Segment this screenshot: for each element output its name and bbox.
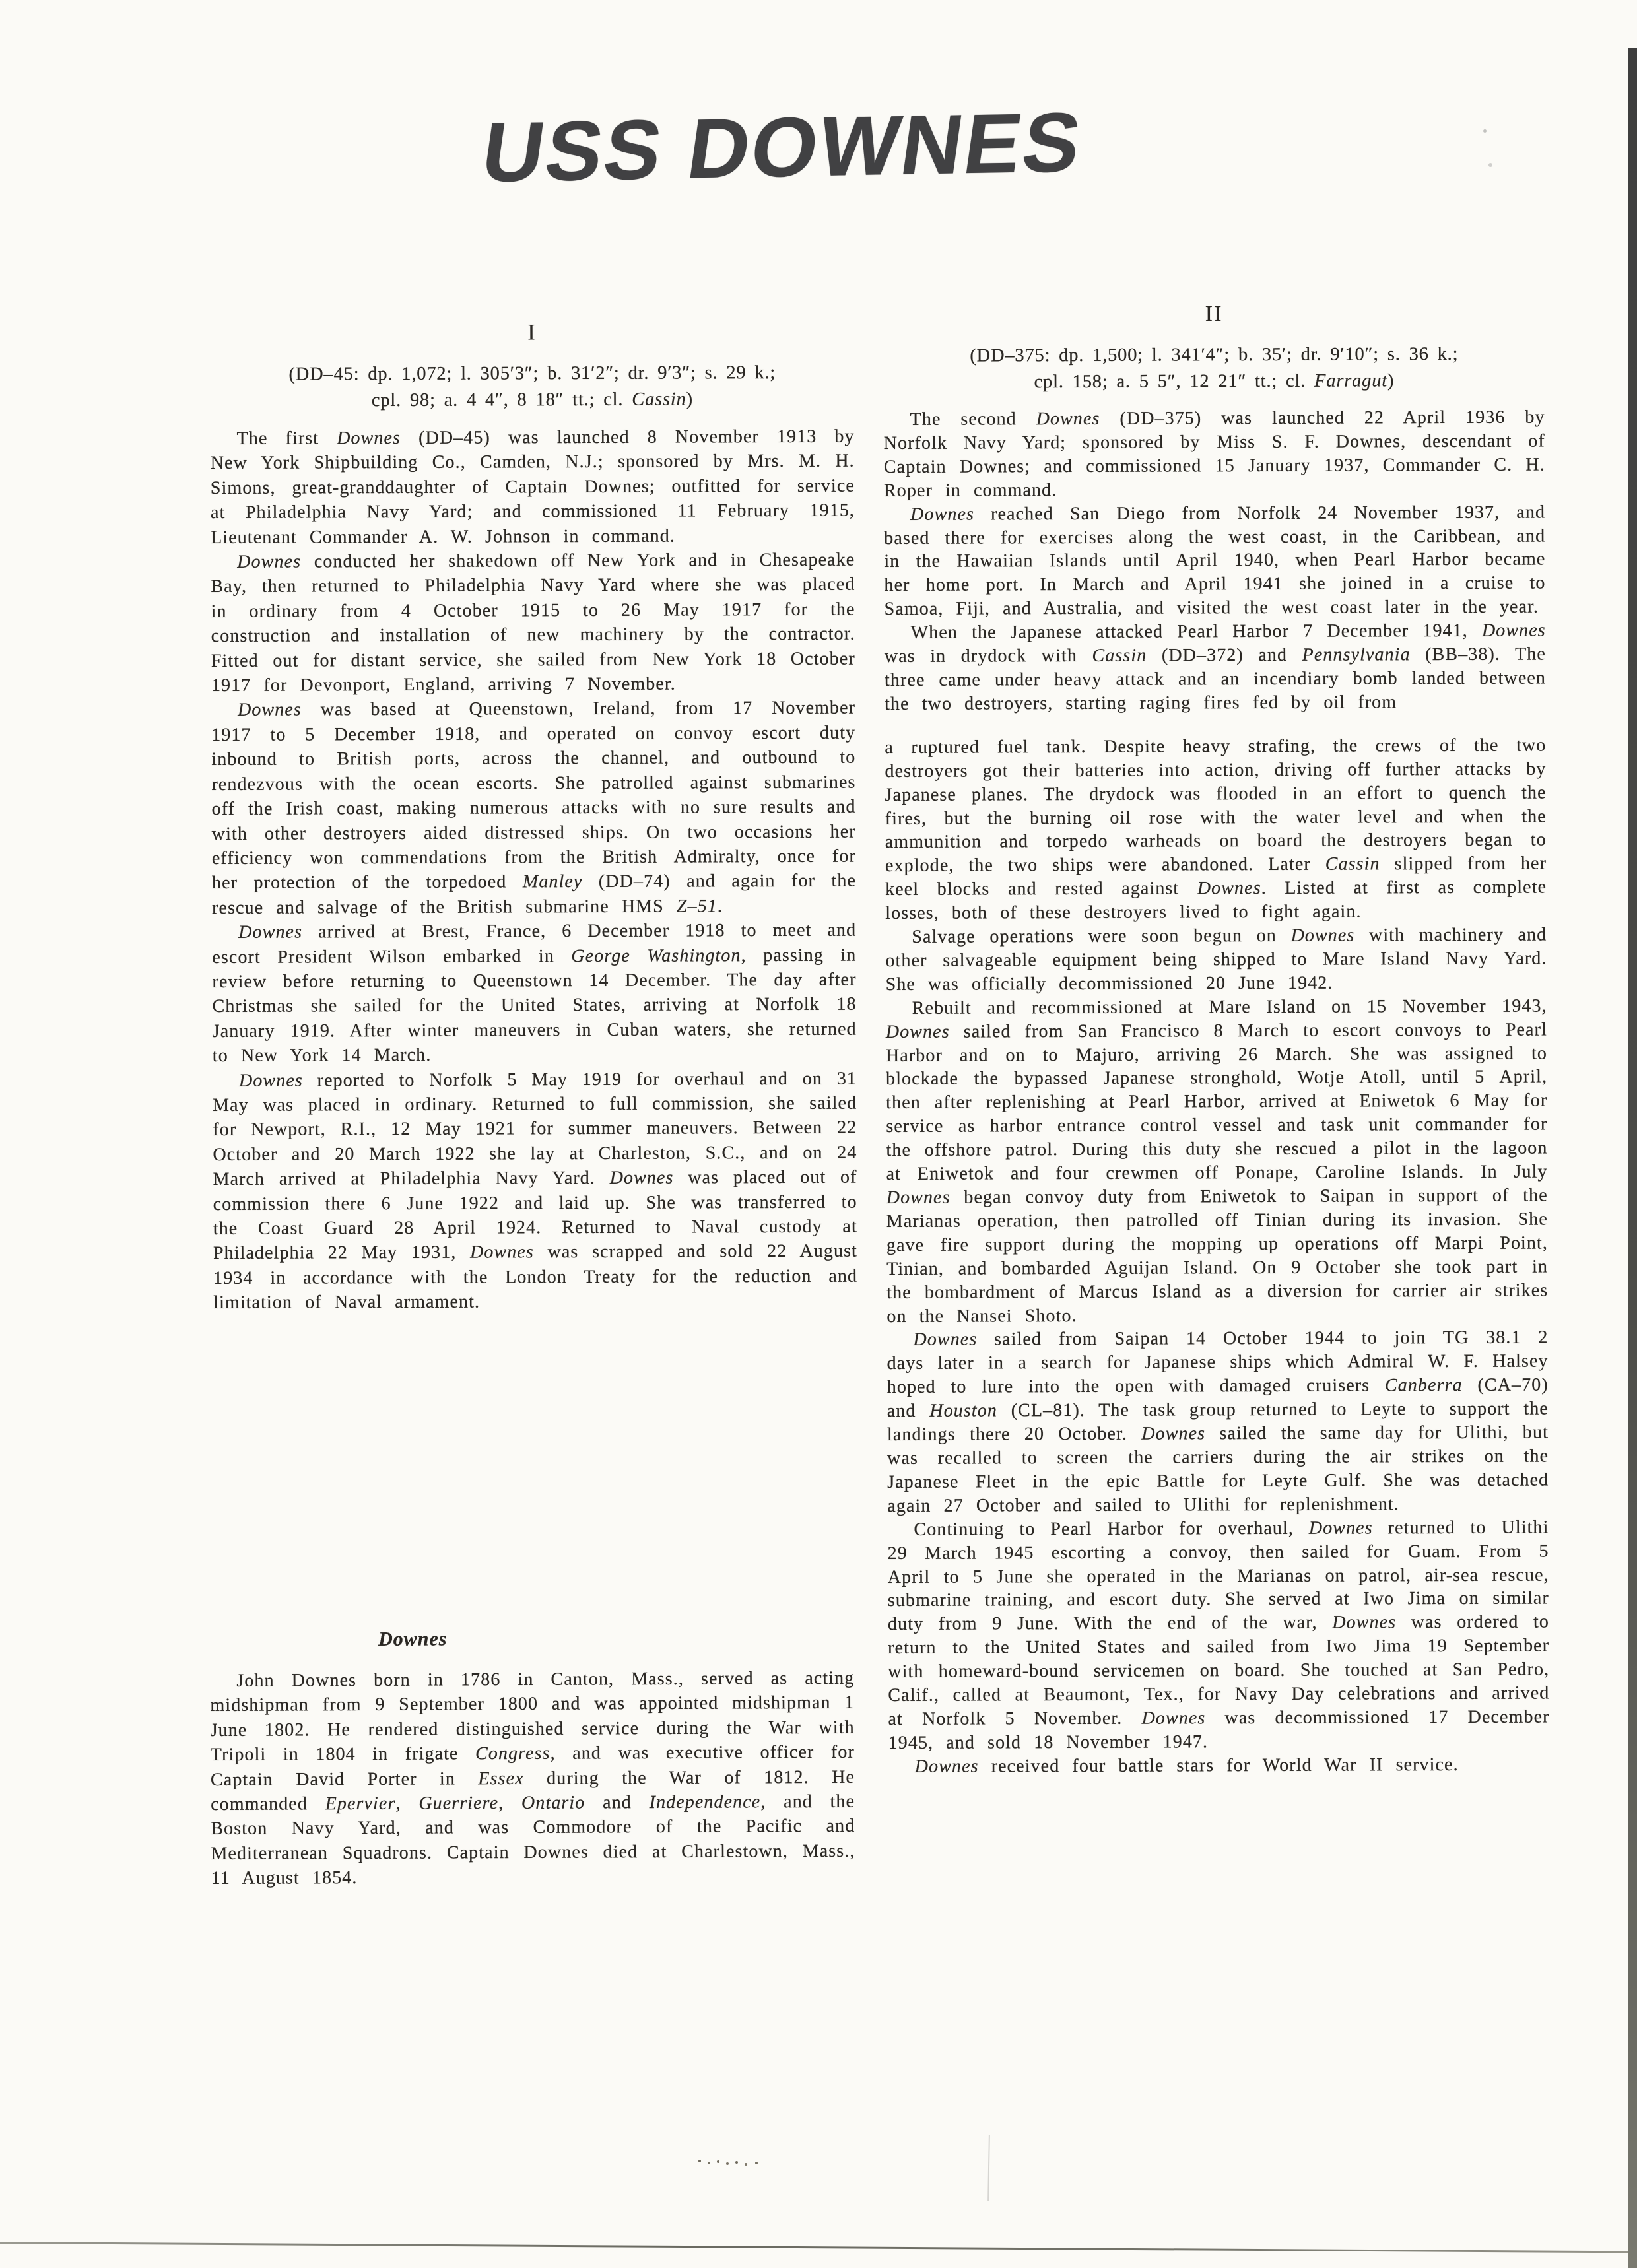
biography-heading: Downes: [378, 1628, 448, 1650]
spec-line-1: (DD–375: dp. 1,500; l. 341′4″; b. 35′; dr. 9′10″; s. 36 k.;: [970, 343, 1459, 366]
section-numeral-one: I: [527, 320, 537, 345]
paragraph: The first Downes (DD–45) was launched 8 November 1913 by New York Shipbuilding Co., Camden, N.J.; sponsored by Mrs. M. H. Simons, great-granddaughter of Captain Downes; outfitted for service at Philadelphia Navy Yard; and commissioned 11 February 1915, Lieutenant Commander A. W. Johnson in command.: [210, 426, 855, 548]
spec-line-2: cpl. 158; a. 5 5″, 12 21″ tt.; cl. Farragut): [1034, 370, 1395, 393]
right-column: [883, 300, 1550, 1779]
paragraph: Rebuilt and recommissioned at Mare Island on 15 November 1943, Downes sailed from San Francisco 8 March to escort convoys to Pearl Harbor and on to Majuro, arriving 26 March. She was assigned to blockade the bypassed Japanese stronghold, Wotje Atoll, until 5 April, then after replenishing at Pearl Harbor, arrived at Eniwetok 6 May for service as harbor entrance control vessel and task unit commander for the offshore patrol. During this duty she rescued a pilot in the lagoon at Eniwetok and four crewmen off Ponape, Caroline Islands. In July Downes began convoy duty from Eniwetok to Saipan in support of the Marianas operation, then patrolled off Tinian during its invasion. She gave fire support during the mopping up operations off Marpi Point, Tinian, and bombarded Aguijan Island. On 9 October she took part in the bombardment of Marcus Island as a diversion for carrier air strikes on the Nansei Shoto.: [885, 995, 1549, 1327]
ship-spec-block-dd375: [883, 341, 1545, 396]
paragraph: Downes reached San Diego from Norfolk 24 November 1937, and based there for exercises along the west coast, in the Caribbean, and in the Hawaiian Islands until April 1940, when Pearl Harbor became her home port. In March and April 1941 she joined in a cruise to Samoa, Fiji, and Australia, and visited the west coast later in the year.: [884, 502, 1546, 620]
biography-section: [210, 1626, 855, 1891]
paragraph: Salvage operations were soon begun on Downes with machinery and other salvageable equipment being shipped to Mare Island Navy Yard. She was officially decommissioned 20 June 1942.: [885, 924, 1547, 995]
left-column: [210, 319, 857, 1316]
paper-speck: [1488, 163, 1492, 167]
scanner-edge-band: [1628, 48, 1637, 2268]
scan-line-artifact: [0, 2242, 1637, 2253]
paragraph: When the Japanese attacked Pearl Harbor 7 December 1941, Downes was in drydock with Cassin (DD–372) and Pennsylvania (BB–38). The three came under heavy attack and an incendiary bomb landed between the two destroyers, starting raging fires fed by oil from: [884, 620, 1547, 714]
spec-line-1: (DD–45: dp. 1,072; l. 305′3″; b. 31′2″; dr. 9′3″; s. 29 k.;: [288, 362, 776, 385]
paragraph: Downes was based at Queenstown, Ireland, from 17 November 1917 to 5 December 1918, and operated on convoy escort duty inbound to British ports, across the channel, and outbound to rendezvous with the ocean escorts. She patrolled against submarines off the Irish coast, making numerous attacks with no sure results and with other destroyers aided distressed ships. On two occasions her efficiency won commendations from the British Admiralty, once for her protection of the torpedoed Manley (DD–74) and again for the rescue and salvage of the British submarine HMS Z–51.: [211, 698, 857, 918]
left-column-paragraphs: [211, 424, 858, 1316]
scan-hairline-artifact: [987, 2135, 990, 2201]
paragraph: Downes sailed from Saipan 14 October 1944 to join TG 38.1 2 days later in a search for Japanese ships which Admiral W. F. Halsey hoped to lure into the open with damaged cruisers Canberra (CA–70) and Houston (CL–81). The task group returned to Leyte to support the landings there 20 October. Downes sailed the same day for Ulithi, but was recalled to screen the carriers during the air strikes on the Japanese Fleet in the epic Battle for Leyte Gulf. She was detached again 27 October and sailed to Ulithi for replenishment.: [886, 1327, 1549, 1516]
paragraph: Downes arrived at Brest, France, 6 December 1918 to meet and escort President Wilson embarked in George Washington, passing in review before returning to Queenstown 14 December. The day after Christmas she sailed for the United States, arriving at Norfolk 18 January 1919. After winter maneuvers in Cuban waters, she returned to New York 14 March.: [212, 919, 857, 1067]
ship-spec-block-dd45: [210, 360, 854, 415]
page-title: USS DOWNES: [476, 95, 1088, 200]
paragraph-continuation: a ruptured fuel tank. Despite heavy strafing, the crews of the two destroyers got their batteries into action, driving off further attacks by Japanese planes. The drydock was flooded in an effort to quench the fires, but the burning oil rose with the water level and when the ammunition and torpedo warheads on board the destroyers began to explode, the two ships were abandoned. Later Cassin slipped from her keel blocks and rested against Downes. Listed at first as complete losses, both of these destroyers lived to fight again.: [885, 735, 1547, 924]
paragraph: Continuing to Pearl Harbor for overhaul, Downes returned to Ulithi 29 March 1945 escorting a convoy, then sailed for Guam. From 5 April to 5 June she operated in the Marianas on patrol, air-sea rescue, submarine training, and escort duty. She served at Iwo Jima on similar duty from 9 June. With the end of the war, Downes was ordered to return to the United States and sailed from Iwo Jima 19 September with homeward-bound servicemen on board. She touched at San Pedro, Calif., called at Beaumont, Tex., for Navy Day celebrations and arrived at Norfolk 5 November. Downes was decommissioned 17 December 1945, and sold 18 November 1947.: [887, 1517, 1550, 1753]
ink-speck-row-artifact: [698, 2160, 701, 2162]
section-numeral-two: II: [1205, 302, 1223, 327]
biography-paragraph: John Downes born in 1786 in Canton, Mass., served as acting midshipman from 9 September 1800 and was appointed midshipman 1 June 1802. He rendered distinguished service during the War with Tripoli in 1804 in frigate Congress, and was executive officer for Captain David Porter in Essex during the War of 1812. He commanded Epervier, Guerriere, Ontario and Independence, and the Boston Navy Yard, and was Commodore of the Pacific and Mediterranean Squadrons. Captain Downes died at Charlestown, Mass., 11 August 1854.: [210, 1667, 855, 1889]
right-column-paragraphs: [884, 406, 1550, 1779]
paragraph: Downes reported to Norfolk 5 May 1919 for overhaul and on 31 May was placed in ordinary. Returned to full commission, she sailed for Newport, R.I., 12 May 1921 for summer maneuvers. Between 22 October and 20 March 1922 she lay at Charleston, S.C., and on 24 March arrived at Philadelphia Navy Yard. Downes was placed out of commission there 6 June 1922 and laid up. She was transferred to the Coast Guard 28 April 1924. Returned to Naval custody at Philadelphia 22 May 1931, Downes was scrapped and sold 22 August 1934 in accordance with the London Treaty for the reduction and limitation of Naval armament.: [213, 1068, 858, 1314]
paper-speck: [1483, 129, 1487, 133]
paragraph: The second Downes (DD–375) was launched 22 April 1936 by Norfolk Navy Yard; sponsored by Miss S. F. Downes, descendant of Captain Downes; and commissioned 15 January 1937, Commander C. H. Roper in command.: [883, 407, 1545, 501]
paragraph: Downes conducted her shakedown off New York and in Chesapeake Bay, then returned to Philadelphia Navy Yard where she was placed in ordinary from 4 October 1915 to 26 May 1917 for the construction and installation of new machinery by the contractor. Fitted out for distant service, she sailed from New York 18 October 1917 for Devonport, England, arriving 7 November.: [211, 549, 855, 696]
paragraph: Downes received four battle stars for World War II service.: [914, 1754, 1459, 1777]
spec-line-2: cpl. 98; a. 4 4″, 8 18″ tt.; cl. Cassin): [371, 389, 694, 411]
